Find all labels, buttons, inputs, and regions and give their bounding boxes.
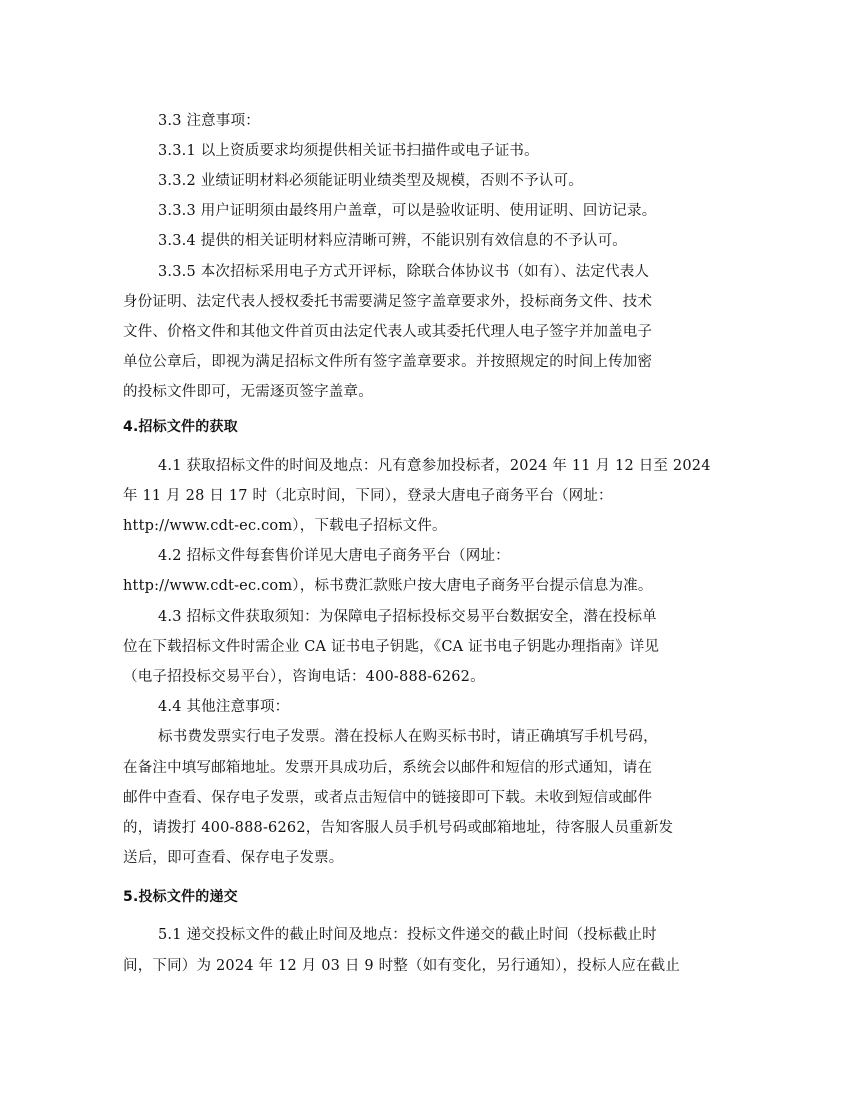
paragraph-line: 的，请拨打 400-888-6262，告知客服人员手机号码或邮箱地址，待客服人员重新发 <box>123 820 674 836</box>
section-heading: 5.投标文件的递交 <box>123 889 238 905</box>
paragraph-line: 间，下同）为 2024 年 12 月 03 日 9 时整（如有变化，另行通知），投标人应在截止 <box>123 958 681 974</box>
paragraph-line: 3.3.5 本次招标采用电子方式开评标，除联合体协议书（如有）、法定代表人 <box>158 264 650 280</box>
paragraph-line: 3.3.1 以上资质要求均须提供相关证书扫描件或电子证书。 <box>158 143 539 159</box>
paragraph-line: 标书费发票实行电子发票。潜在投标人在购买标书时，请正确填写手机号码， <box>158 729 658 745</box>
paragraph-line: 邮件中查看、保存电子发票，或者点击短信中的链接即可下载。未收到短信或邮件 <box>123 790 653 806</box>
paragraph-line: 送后，即可查看、保存电子发票。 <box>123 850 344 866</box>
paragraph-line: 文件、价格文件和其他文件首页由法定代表人或其委托代理人电子签字并加盖电子 <box>123 324 653 340</box>
paragraph-line: 年 11 月 28 日 17 时（北京时间，下同），登录大唐电子商务平台（网址： <box>123 488 613 504</box>
paragraph-line: 单位公章后，即视为满足招标文件所有签字盖章要求。并按照规定的时间上传加密 <box>123 354 653 370</box>
paragraph-line: 3.3.2 业绩证明材料必须能证明业绩类型及规模，否则不予认可。 <box>158 173 583 189</box>
paragraph-line: 在备注中填写邮箱地址。发票开具成功后，系统会以邮件和短信的形式通知，请在 <box>123 760 653 776</box>
paragraph-line: （电子招投标交易平台），咨询电话：400-888-6262。 <box>123 669 485 685</box>
paragraph-line: 5.1 递交投标文件的截止时间及地点：投标文件递交的截止时间（投标截止时 <box>158 927 657 943</box>
paragraph-line: 4.2 招标文件每套售价详见大唐电子商务平台（网址： <box>158 548 510 564</box>
paragraph-line: 3.3.3 用户证明须由最终用户盖章，可以是验收证明、使用证明、回访记录。 <box>158 203 657 219</box>
paragraph-line: http://www.cdt-ec.com），标书费汇款账户按大唐电子商务平台提示信息为准。 <box>123 578 653 594</box>
paragraph-line: 4.4 其他注意事项： <box>158 699 290 715</box>
paragraph-line: 3.3 注意事项： <box>158 113 260 129</box>
paragraph-line: 4.3 招标文件获取须知：为保障电子招标投标交易平台数据安全，潜在投标单 <box>158 609 657 625</box>
paragraph-line: 4.1 获取招标文件的时间及地点：凡有意参加投标者，2024 年 11 月 12 日至 2024 <box>158 458 711 474</box>
paragraph-line: 3.3.4 提供的相关证明材料应清晰可辨，不能识别有效信息的不予认可。 <box>158 233 628 249</box>
paragraph-line: 身份证明、法定代表人授权委托书需要满足签字盖章要求外，投标商务文件、技术 <box>123 294 653 310</box>
paragraph-line: 的投标文件即可，无需逐页签字盖章。 <box>123 384 373 400</box>
paragraph-line: 位在下载招标文件时需企业 CA 证书电子钥匙，《CA 证书电子钥匙办理指南》详见 <box>123 639 660 655</box>
paragraph-line: http://www.cdt-ec.com），下载电子招标文件。 <box>123 518 447 534</box>
section-heading: 4.招标文件的获取 <box>123 419 238 435</box>
